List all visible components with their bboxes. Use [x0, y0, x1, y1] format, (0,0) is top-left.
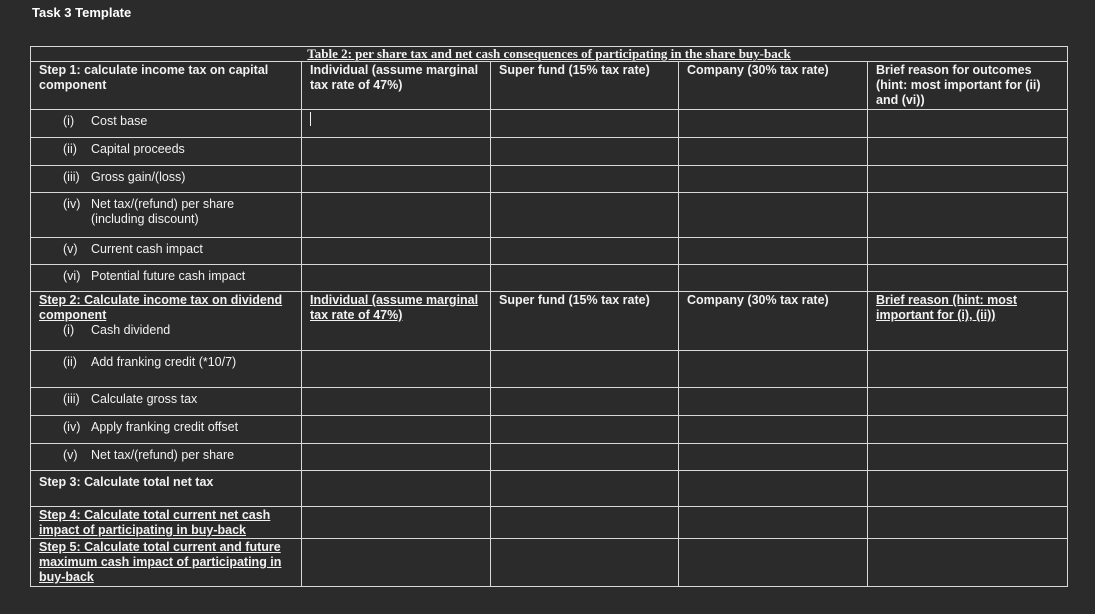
row-label-cell: [31, 238, 302, 265]
individual-input-cell[interactable]: [302, 416, 491, 444]
row-label: Cash dividend: [91, 323, 171, 337]
reason-input-cell[interactable]: [868, 444, 1068, 471]
row-label-cell: [31, 166, 302, 193]
individual-input-cell[interactable]: [302, 539, 491, 587]
reason-input-cell[interactable]: [868, 351, 1068, 388]
reason-input-cell[interactable]: [868, 539, 1068, 587]
row-label: Potential future cash impact: [91, 269, 246, 283]
super-fund-input-cell[interactable]: [491, 110, 679, 138]
company-input-cell[interactable]: [679, 166, 868, 193]
company-input-cell[interactable]: [679, 388, 868, 416]
individual-input-cell[interactable]: [302, 193, 491, 238]
individual-input-cell[interactable]: [302, 265, 491, 292]
table-row: [31, 166, 1068, 193]
company-input-cell[interactable]: [679, 265, 868, 292]
step2-header-cell: [31, 292, 302, 351]
row-label-cell: [31, 138, 302, 166]
step4-label: Step 4: Calculate total current net cash impact of participating in buy-back: [31, 507, 302, 539]
company-input-cell[interactable]: [679, 138, 868, 166]
super-fund-input-cell[interactable]: [491, 471, 679, 507]
super-fund-input-cell[interactable]: [491, 507, 679, 539]
row-label: Current cash impact: [91, 242, 203, 256]
reason-input-cell[interactable]: [868, 507, 1068, 539]
super-fund-input-cell[interactable]: [491, 444, 679, 471]
individual-input-cell[interactable]: [302, 138, 491, 166]
row-label: Net tax/(refund) per share (including discount): [91, 197, 235, 226]
super-fund-header: Super fund (15% tax rate): [491, 62, 679, 110]
row-label: Net tax/(refund) per share: [91, 448, 235, 462]
reason-input-cell[interactable]: [868, 388, 1068, 416]
table-row: [31, 444, 1068, 471]
row-label-cell: [31, 110, 302, 138]
reason-input-cell[interactable]: [868, 471, 1068, 507]
row-label-cell: [31, 351, 302, 388]
row-number: (iv): [63, 420, 81, 434]
row-label: Gross gain/(loss): [91, 170, 186, 184]
individual-input-cell[interactable]: [302, 110, 491, 138]
company-input-cell[interactable]: [679, 416, 868, 444]
reason-input-cell[interactable]: [868, 265, 1068, 292]
table-row: [31, 138, 1068, 166]
super-fund-header: Super fund (15% tax rate): [491, 292, 679, 351]
row-number: (i): [63, 323, 75, 337]
reason-header: Brief reason for outcomes (hint: most important for (ii) and (vi)): [868, 62, 1068, 110]
row-label: Capital proceeds: [91, 142, 185, 156]
row-number: (vi): [63, 269, 81, 283]
company-header: Company (30% tax rate): [679, 62, 868, 110]
tax-table-wrapper: [30, 46, 1067, 587]
reason-input-cell[interactable]: [868, 193, 1068, 238]
row-number: (i): [63, 114, 75, 128]
company-input-cell[interactable]: [679, 507, 868, 539]
super-fund-input-cell[interactable]: [491, 416, 679, 444]
row-number: (iii): [63, 392, 80, 406]
super-fund-input-cell[interactable]: [491, 166, 679, 193]
super-fund-input-cell[interactable]: [491, 238, 679, 265]
table-row: [31, 238, 1068, 265]
step2-header: Step 2: Calculate income tax on dividend component: [39, 293, 283, 322]
individual-header: Individual (assume marginal tax rate of 47%): [302, 292, 491, 351]
individual-input-cell[interactable]: [302, 388, 491, 416]
page-title: Task 3 Template: [32, 5, 132, 20]
table-row: [31, 388, 1068, 416]
table-row: [31, 507, 1068, 539]
row-number: (v): [63, 448, 78, 462]
step1-header: Step 1: calculate income tax on capital component: [31, 62, 302, 110]
tax-table: [30, 46, 1068, 587]
company-input-cell[interactable]: [679, 238, 868, 265]
row-number: (v): [63, 242, 78, 256]
row-label-cell: [31, 444, 302, 471]
reason-input-cell[interactable]: [868, 238, 1068, 265]
row-number: (ii): [63, 355, 77, 369]
super-fund-input-cell[interactable]: [491, 138, 679, 166]
individual-input-cell[interactable]: [302, 238, 491, 265]
company-input-cell[interactable]: [679, 444, 868, 471]
company-input-cell[interactable]: [679, 193, 868, 238]
reason-header: Brief reason (hint: most important for (i), (ii)): [868, 292, 1068, 351]
table-row: [31, 471, 1068, 507]
row-label-cell: [31, 388, 302, 416]
row-label-cell: [31, 416, 302, 444]
table-row: [31, 539, 1068, 587]
individual-input-cell[interactable]: [302, 507, 491, 539]
row-label: Calculate gross tax: [91, 392, 198, 406]
company-header: Company (30% tax rate): [679, 292, 868, 351]
step3-label: Step 3: Calculate total net tax: [31, 471, 302, 507]
individual-input-cell[interactable]: [302, 166, 491, 193]
table-row: [31, 351, 1068, 388]
super-fund-input-cell[interactable]: [491, 265, 679, 292]
reason-input-cell[interactable]: [868, 110, 1068, 138]
row-number: (iii): [63, 170, 80, 184]
row-number: (iv): [63, 197, 81, 211]
row-label-cell: [31, 193, 302, 238]
table-row: [31, 110, 1068, 138]
company-input-cell[interactable]: [679, 351, 868, 388]
company-input-cell[interactable]: [679, 471, 868, 507]
reason-input-cell[interactable]: [868, 138, 1068, 166]
table-row: [31, 265, 1068, 292]
table-row: [31, 416, 1068, 444]
row-label: Apply franking credit offset: [91, 420, 239, 434]
individual-header: Individual (assume marginal tax rate of 47%): [302, 62, 491, 110]
super-fund-input-cell[interactable]: [491, 351, 679, 388]
company-input-cell[interactable]: [679, 110, 868, 138]
individual-input-cell[interactable]: [302, 444, 491, 471]
row-number: (ii): [63, 142, 77, 156]
text-cursor: [310, 112, 311, 126]
table-caption: Table 2: per share tax and net cash consequences of participating in the share buy-back: [31, 47, 1068, 62]
row-label-cell: [31, 265, 302, 292]
company-input-cell[interactable]: [679, 539, 868, 587]
reason-input-cell[interactable]: [868, 166, 1068, 193]
row-label: Cost base: [91, 114, 148, 128]
table-row: [31, 193, 1068, 238]
super-fund-input-cell[interactable]: [491, 388, 679, 416]
step5-label: Step 5: Calculate total current and future maximum cash impact of participating in buy-back: [31, 539, 302, 587]
super-fund-input-cell[interactable]: [491, 193, 679, 238]
individual-input-cell[interactable]: [302, 471, 491, 507]
reason-input-cell[interactable]: [868, 416, 1068, 444]
super-fund-input-cell[interactable]: [491, 539, 679, 587]
individual-input-cell[interactable]: [302, 351, 491, 388]
row-label: Add franking credit (*10/7): [91, 355, 237, 369]
